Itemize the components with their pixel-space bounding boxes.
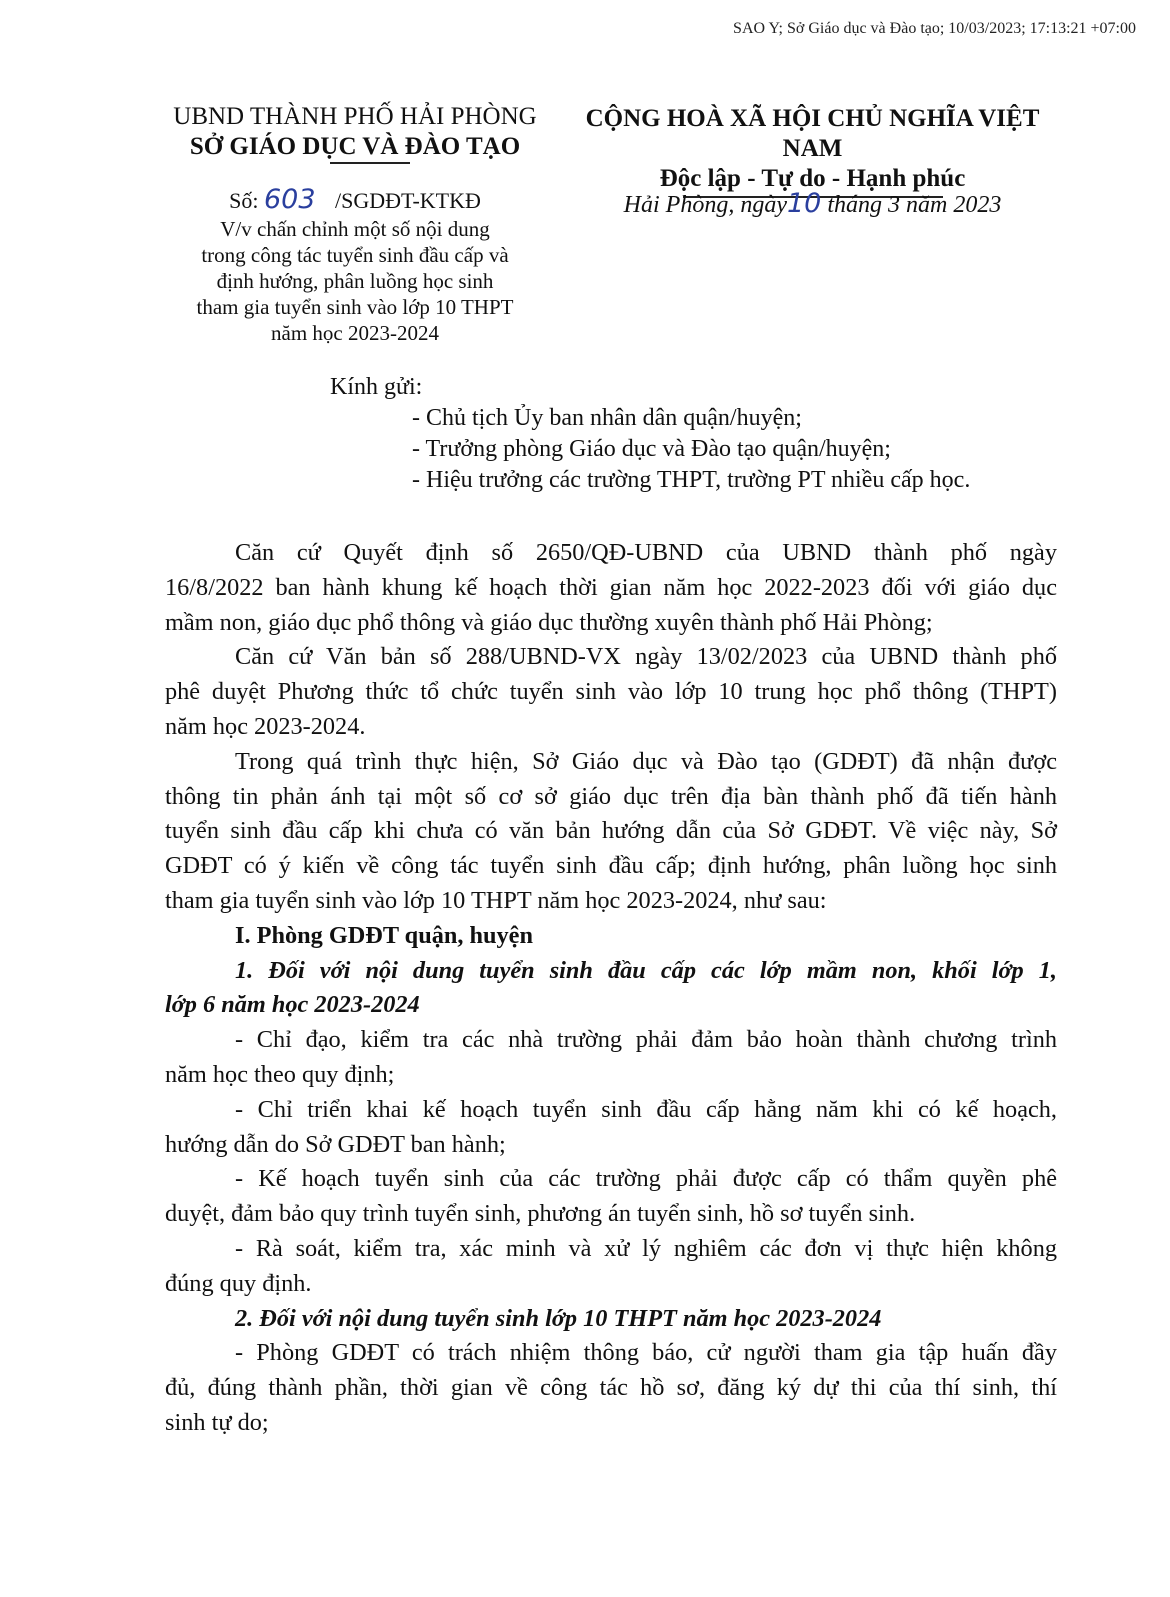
section-heading-line: I. Phòng GDĐT quận, huyện bbox=[235, 921, 533, 949]
body-text-line: đủ, đúng thành phần, thời gian về công tác hồ sơ, đăng ký dự thi của thí sinh, thí bbox=[165, 1374, 1057, 1402]
body-text-line: GDĐT có ý kiến về công tác tuyển sinh đầu cấp; định hướng, phân luồng học sinh bbox=[165, 852, 1057, 880]
body-text-line: Căn cứ Quyết định số 2650/QĐ-UBND của UBND thành phố ngày bbox=[235, 539, 1057, 566]
subject-line: V/v chấn chỉnh một số nội dung bbox=[220, 217, 490, 241]
body-text-line: sinh tự do; bbox=[165, 1408, 269, 1436]
subject-line: trong công tác tuyển sinh đầu cấp và bbox=[201, 243, 509, 267]
section-heading-line: lớp 6 năm học 2023-2024 bbox=[165, 991, 420, 1019]
document-body bbox=[165, 536, 1057, 1441]
body-text-line: thông tin phản ánh tại một số cơ sở giáo dục trên địa bàn thành phố đã tiến hành bbox=[165, 782, 1057, 810]
body-text-line: - Rà soát, kiểm tra, xác minh và xử lý nghiêm các đơn vị thực hiện không bbox=[235, 1234, 1057, 1262]
recipients bbox=[330, 372, 970, 496]
date-prefix: Hải Phòng, ngày bbox=[623, 192, 787, 218]
recipient-item: - Chủ tịch Ủy ban nhân dân quận/huyện; bbox=[412, 405, 802, 431]
body-text-line: mầm non, giáo dục phổ thông và giáo dục thường xuyên thành phố Hải Phòng; bbox=[165, 608, 933, 636]
issuer-header bbox=[160, 102, 550, 164]
number-label: Số: bbox=[229, 188, 259, 213]
body-text-line: năm học 2023-2024. bbox=[165, 712, 366, 740]
number-suffix: /SGDĐT-KTKĐ bbox=[335, 188, 481, 213]
section-heading-line: 1. Đối với nội dung tuyển sinh đầu cấp các lớp mầm non, khối lớp 1, bbox=[235, 956, 1057, 984]
date-suffix: tháng 3 năm 2023 bbox=[827, 192, 1002, 218]
body-text-line: đúng quy định. bbox=[165, 1269, 312, 1297]
subject-line: tham gia tuyển sinh vào lớp 10 THPT bbox=[196, 295, 514, 319]
issuer-parent: UBND THÀNH PHỐ HẢI PHÒNG bbox=[173, 103, 537, 130]
body-text-line: tham gia tuyển sinh vào lớp 10 THPT năm học 2023-2024, như sau: bbox=[165, 886, 827, 914]
number-handwritten: 603 bbox=[263, 184, 316, 215]
recipient-item: - Hiệu trưởng các trường THPT, trường PT nhiều cấp học. bbox=[412, 467, 971, 493]
body-text-line: 16/8/2022 ban hành khung kế hoạch thời gian năm học 2022-2023 đối với giáo dục bbox=[165, 573, 1057, 601]
body-text-line: duyệt, đảm bảo quy trình tuyển sinh, phương án tuyển sinh, hồ sơ tuyển sinh. bbox=[165, 1200, 916, 1228]
national-header bbox=[560, 104, 1065, 198]
subject-line: năm học 2023-2024 bbox=[271, 321, 439, 345]
document-number bbox=[160, 184, 550, 215]
recipient-item: - Trưởng phòng Giáo dục và Đào tạo quận/huyện; bbox=[412, 436, 891, 462]
recipients-label: Kính gửi: bbox=[330, 374, 423, 400]
national-title: CỘNG HOÀ XÃ HỘI CHỦ NGHĨA VIỆT NAM bbox=[585, 105, 1040, 162]
issuer-underline bbox=[330, 162, 410, 164]
body-text-line: hướng dẫn do Sở GDĐT ban hành; bbox=[165, 1130, 506, 1158]
section-heading-line: 2. Đối với nội dung tuyển sinh lớp 10 THPT năm học 2023-2024 bbox=[235, 1304, 882, 1332]
body-text-line: - Chỉ đạo, kiểm tra các nhà trường phải đảm bảo hoàn thành chương trình bbox=[235, 1026, 1057, 1054]
subject-line: định hướng, phân luồng học sinh bbox=[216, 269, 494, 293]
body-text-line: tuyển sinh đầu cấp khi chưa có văn bản hướng dẫn của Sở GDĐT. Về việc này, Sở bbox=[165, 817, 1057, 845]
body-text-line: - Chỉ triển khai kế hoạch tuyển sinh đầu cấp hằng năm khi có kế hoạch, bbox=[235, 1095, 1057, 1123]
body-text-line: năm học theo quy định; bbox=[165, 1060, 395, 1088]
subject-block bbox=[160, 216, 550, 346]
body-text-line: phê duyệt Phương thức tổ chức tuyển sinh vào lớp 10 trung học phổ thông (THPT) bbox=[165, 678, 1057, 706]
body-text-line: Trong quá trình thực hiện, Sở Giáo dục và Đào tạo (GDĐT) đã nhận được bbox=[235, 747, 1057, 775]
digital-copy-stamp: SAO Y; Sở Giáo dục và Đào tạo; 10/03/2023; 17:13:21 +07:00 bbox=[733, 20, 1136, 37]
national-motto: Độc lập - Tự do - Hạnh phúc bbox=[659, 165, 966, 192]
body-text-line: - Kế hoạch tuyển sinh của các trường phải được cấp có thẩm quyền phê bbox=[235, 1165, 1057, 1193]
body-text-line: Căn cứ Văn bản số 288/UBND-VX ngày 13/02/2023 của UBND thành phố bbox=[235, 643, 1057, 671]
issuer-name: SỞ GIÁO DỤC VÀ ĐÀO TẠO bbox=[189, 133, 521, 160]
body-text-line: - Phòng GDĐT có trách nhiệm thông báo, cử người tham gia tập huấn đầy bbox=[235, 1339, 1057, 1367]
date-day-handwritten: 10 bbox=[786, 188, 822, 219]
date-line bbox=[560, 188, 1065, 219]
